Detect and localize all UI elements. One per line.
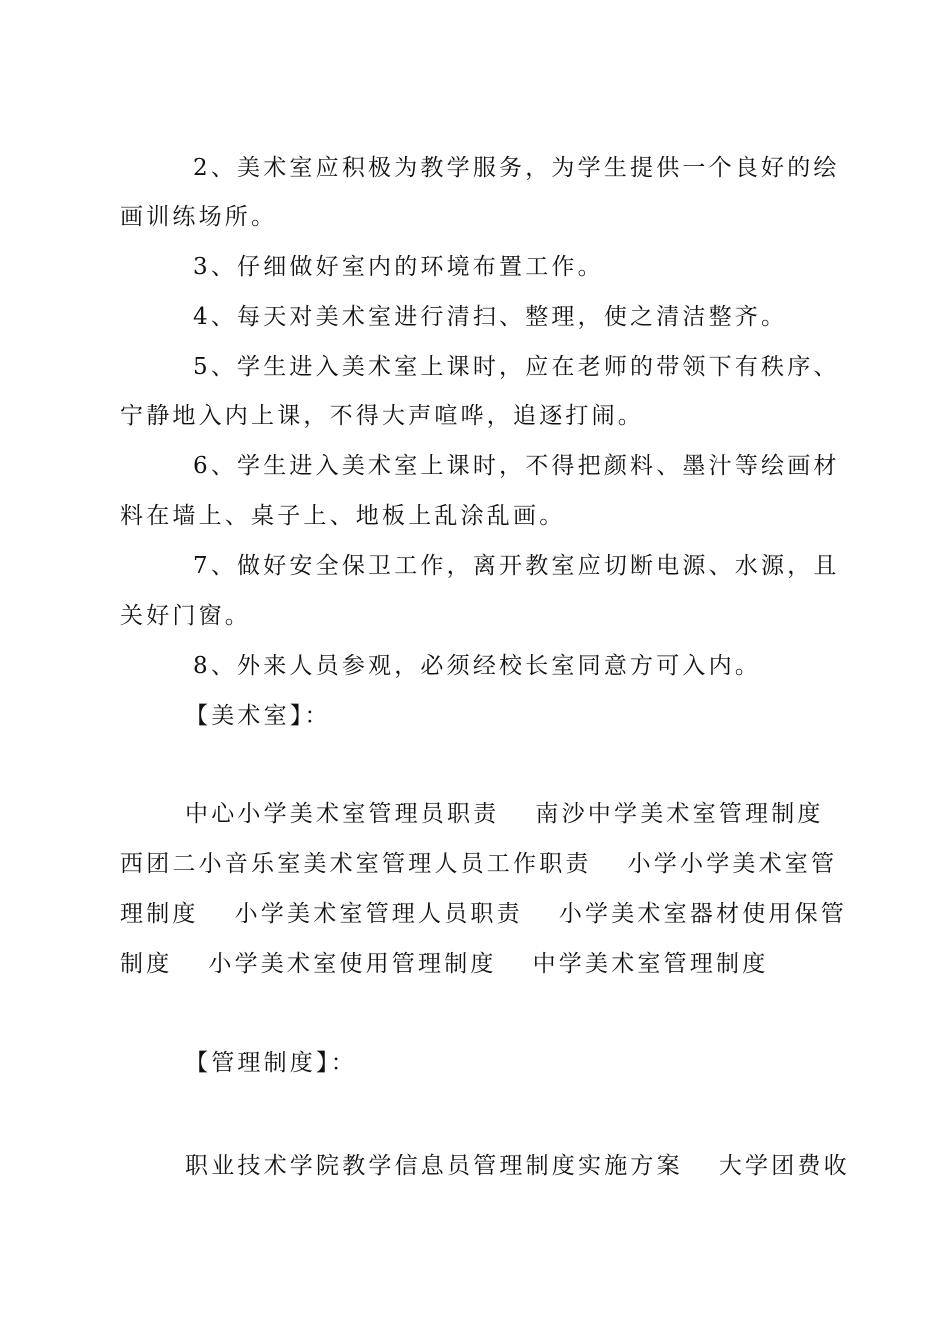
related-link[interactable]: 大学团费收	[718, 1153, 850, 1179]
rule-3: 3、仔细做好室内的环境布置工作。	[193, 254, 604, 280]
related-links-line-5	[185, 1151, 905, 1181]
section-heading-management: 【管理制度】：	[185, 1050, 357, 1076]
related-links-line-2	[120, 849, 840, 879]
related-links-line-1	[185, 799, 905, 829]
section-heading-art-room: 【美术室】：	[185, 703, 331, 729]
rule-6-line-2: 料在墙上、桌子上、地板上乱涂乱画。	[120, 503, 566, 529]
rule-6-line-1: 6、学生进入美术室上课时，不得把颜料、墨汁等绘画材	[193, 453, 840, 479]
rule-7-line-2: 关好门窗。	[120, 603, 251, 629]
related-link[interactable]: 小学小学美术室管	[627, 851, 838, 877]
rule-5-line-1: 5、学生进入美术室上课时，应在老师的带领下有秩序、	[193, 354, 840, 380]
rule-5-line-2: 宁静地入内上课，不得大声喧哗，追逐打闹。	[120, 403, 644, 429]
related-link[interactable]: 制度	[120, 951, 173, 977]
rule-2-line-1: 2、美术室应积极为教学服务，为学生提供一个良好的绘	[193, 155, 840, 181]
rule-8: 8、外来人员参观，必须经校长室同意方可入内。	[193, 653, 762, 679]
related-link[interactable]: 小学美术室管理人员职责	[234, 901, 523, 927]
related-link[interactable]: 中学美术室管理制度	[532, 951, 769, 977]
rule-2-line-2: 画训练场所。	[120, 204, 278, 230]
related-link[interactable]: 小学美术室器材使用保管	[558, 901, 848, 927]
related-link[interactable]: 职业技术学院教学信息员管理制度实施方案	[185, 1153, 683, 1179]
related-link[interactable]: 南沙中学美术室管理制度	[535, 801, 824, 827]
related-link[interactable]: 理制度	[120, 901, 199, 927]
rule-4: 4、每天对美术室进行清扫、整理，使之清洁整齐。	[193, 304, 788, 330]
related-link[interactable]: 小学美术室使用管理制度	[208, 951, 497, 977]
related-links-line-3	[120, 899, 848, 929]
related-link[interactable]: 西团二小音乐室美术室管理人员工作职责	[120, 851, 592, 877]
rule-7-line-1: 7、做好安全保卫工作，离开教室应切断电源、水源，且	[193, 553, 840, 579]
related-link[interactable]: 中心小学美术室管理员职责	[185, 801, 500, 827]
related-links-line-4	[120, 949, 840, 979]
